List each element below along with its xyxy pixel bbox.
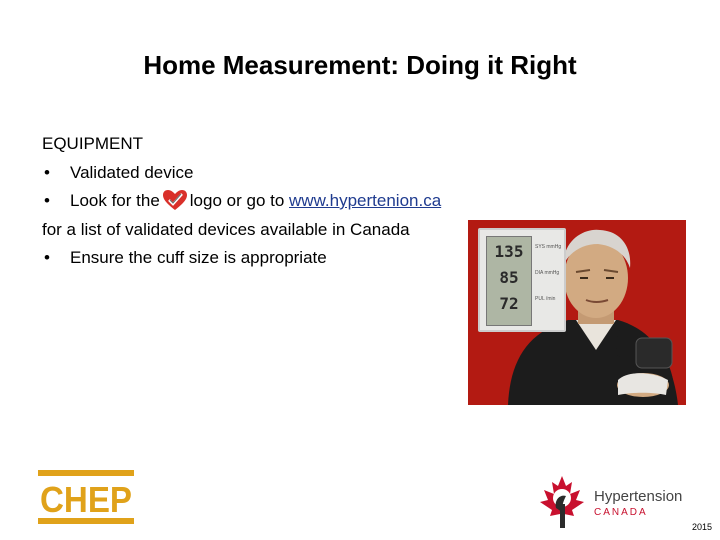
hypertension-canada-sub: CANADA [594, 507, 648, 518]
bullet-text: Validated device [70, 162, 194, 182]
bullet-marker: • [44, 248, 50, 267]
bullet-text: Ensure the cuff size is appropriate [70, 248, 327, 267]
chep-logo-text: CHEP [40, 479, 132, 520]
sys-label: SYS mmHg [535, 244, 562, 250]
maple-leaf-icon [534, 474, 590, 530]
hypertension-canada-logo [534, 474, 694, 530]
continuation-text: for a list of validated devices available in Canada [42, 219, 410, 239]
bullet-validated-device [42, 159, 562, 188]
bp-monitor-screen [486, 236, 532, 326]
bullet-text-continued: logo or go to [189, 191, 285, 210]
pulse-reading: 72 [499, 294, 519, 313]
blood-pressure-photo [468, 220, 686, 405]
hypertension-link[interactable]: www.hypertenion.ca [289, 191, 442, 210]
hypertension-canada-name: Hypertension [594, 488, 683, 505]
bullet-text: Look for the [70, 191, 160, 210]
slide-title: Home Measurement: Doing it Right [143, 50, 577, 80]
dia-label: DIA mmHg [535, 270, 560, 276]
pul-label: PUL /min [535, 296, 556, 302]
bullet-marker: • [44, 162, 50, 182]
diastolic-reading: 85 [499, 268, 519, 287]
slide-year: 2015 [691, 522, 712, 532]
chep-logo [38, 470, 134, 524]
bullet-marker: • [44, 191, 50, 210]
bullet-look-for-logo [42, 187, 562, 216]
systolic-reading: 135 [494, 242, 524, 261]
section-heading: EQUIPMENT [42, 134, 144, 153]
bp-monitor-device [478, 228, 566, 332]
heart-check-logo-icon [162, 189, 188, 211]
